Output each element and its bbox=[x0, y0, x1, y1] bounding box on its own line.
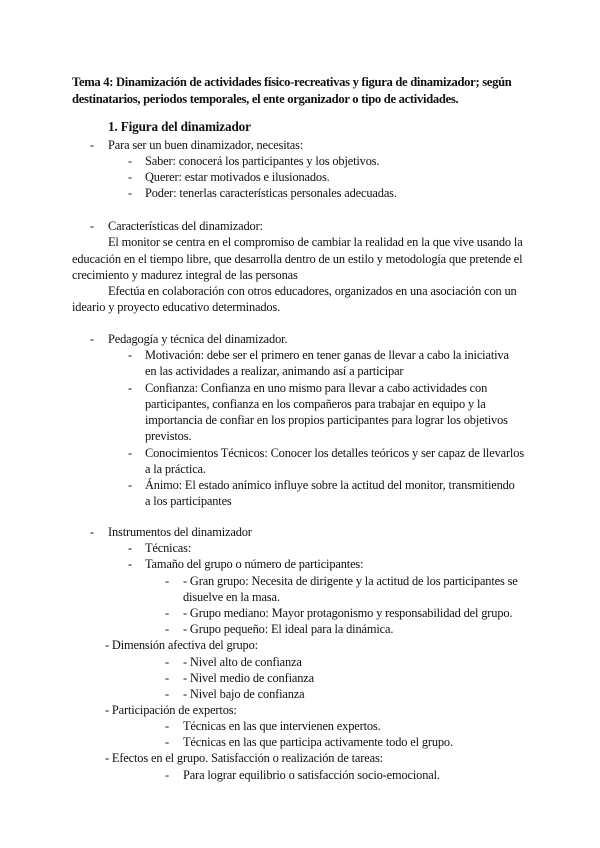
bullet-dash: - bbox=[90, 525, 95, 539]
list-item: Querer: estar motivados e ilusionados. bbox=[145, 170, 330, 184]
bullet-dash: - bbox=[165, 687, 170, 701]
list-item-continuation: importancia de confiar en los propios participantes para lograr los objetivos bbox=[145, 413, 508, 427]
list-item: Confianza: Confianza en uno mismo para llevar a cabo actividades con bbox=[145, 381, 488, 395]
paragraph-line: ideario y proyecto educativo determinados. bbox=[72, 300, 281, 314]
list-item: - Gran grupo: Necesita de dirigente y la actitud de los participantes se bbox=[183, 574, 518, 588]
section-heading: 1. Figura del dinamizador bbox=[108, 119, 251, 134]
bullet-dash: - bbox=[128, 446, 133, 460]
list-item: - Nivel medio de confianza bbox=[183, 671, 314, 685]
bullet-dash: - bbox=[165, 671, 170, 685]
bullet-dash: - bbox=[128, 348, 133, 362]
list-item: Para lograr equilibrio o satisfacción socio-emocional. bbox=[183, 768, 440, 782]
bullet-dash: - bbox=[165, 574, 170, 588]
list-item: Técnicas en las que intervienen expertos. bbox=[183, 719, 381, 733]
list-item: - Grupo mediano: Mayor protagonismo y responsabilidad del grupo. bbox=[183, 606, 513, 620]
bullet-dash: - bbox=[128, 478, 133, 492]
bullet-dash: - bbox=[90, 332, 95, 346]
bullet-dash: - bbox=[165, 606, 170, 620]
bullet-dash: - bbox=[165, 735, 170, 749]
bullet-dash: - bbox=[128, 186, 133, 200]
list-item-continuation: en las actividades a realizar, animando así a participar bbox=[145, 364, 404, 378]
list-item-continuation: disuelve en la masa. bbox=[183, 590, 280, 604]
bullet-dash: - bbox=[90, 219, 95, 233]
doc-title-line: destinatarios, periodos temporales, el ente organizador o tipo de actividades. bbox=[72, 92, 459, 106]
list-item: Instrumentos del dinamizador bbox=[108, 525, 252, 539]
list-item-continuation: participantes, confianza en los compañeros para trabajar en equipo y la bbox=[145, 397, 486, 411]
list-item-continuation: a la práctica. bbox=[145, 462, 206, 476]
list-item: Pedagogía y técnica del dinamizador. bbox=[108, 332, 288, 346]
list-item: Conocimientos Técnicos: Conocer los detalles teóricos y ser capaz de llevarlos bbox=[145, 446, 524, 460]
bullet-dash: - bbox=[128, 381, 133, 395]
list-item: Poder: tenerlas características personales adecuadas. bbox=[145, 186, 397, 200]
list-item: - Dimensión afectiva del grupo: bbox=[105, 638, 258, 652]
list-item: - Participación de expertos: bbox=[105, 703, 237, 717]
bullet-dash: - bbox=[128, 541, 133, 555]
list-item: Tamaño del grupo o número de participantes: bbox=[145, 557, 364, 571]
list-item: Ánimo: El estado anímico influye sobre la actitud del monitor, transmitiendo bbox=[145, 478, 515, 492]
list-item: Técnicas en las que participa activamente todo el grupo. bbox=[183, 735, 453, 749]
paragraph-line: educación en el tiempo libre, que desarrolla dentro de un estilo y metodología que pretende el bbox=[72, 252, 523, 266]
paragraph-line: El monitor se centra en el compromiso de cambiar la realidad en la que vive usando la bbox=[108, 235, 523, 249]
list-item: - Efectos en el grupo. Satisfacción o realización de tareas: bbox=[105, 751, 383, 765]
list-item: - Nivel alto de confianza bbox=[183, 655, 302, 669]
bullet-dash: - bbox=[128, 154, 133, 168]
bullet-dash: - bbox=[90, 138, 95, 152]
bullet-dash: - bbox=[165, 655, 170, 669]
list-item-continuation: a los participantes bbox=[145, 494, 232, 508]
paragraph-line: crecimiento y madurez integral de las personas bbox=[72, 268, 298, 282]
bullet-dash: - bbox=[165, 768, 170, 782]
list-item: - Nivel bajo de confianza bbox=[183, 687, 305, 701]
list-item: Características del dinamizador: bbox=[108, 219, 263, 233]
list-item: Motivación: debe ser el primero en tener ganas de llevar a cabo la iniciativa bbox=[145, 348, 509, 362]
list-item: Saber: conocerá los participantes y los objetivos. bbox=[145, 154, 380, 168]
bullet-dash: - bbox=[165, 622, 170, 636]
list-item: Para ser un buen dinamizador, necesitas: bbox=[108, 138, 304, 152]
list-item: Técnicas: bbox=[145, 541, 192, 555]
paragraph-line: Efectúa en colaboración con otros educadores, organizados en una asociación con un bbox=[108, 284, 517, 298]
bullet-dash: - bbox=[128, 557, 133, 571]
list-item: - Grupo pequeño: El ideal para la dinámica. bbox=[183, 622, 394, 636]
bullet-dash: - bbox=[165, 719, 170, 733]
list-item-continuation: previstos. bbox=[145, 429, 192, 443]
doc-title-line: Tema 4: Dinamización de actividades físico-recreativas y figura de dinamizador; según bbox=[72, 75, 512, 89]
bullet-dash: - bbox=[128, 170, 133, 184]
